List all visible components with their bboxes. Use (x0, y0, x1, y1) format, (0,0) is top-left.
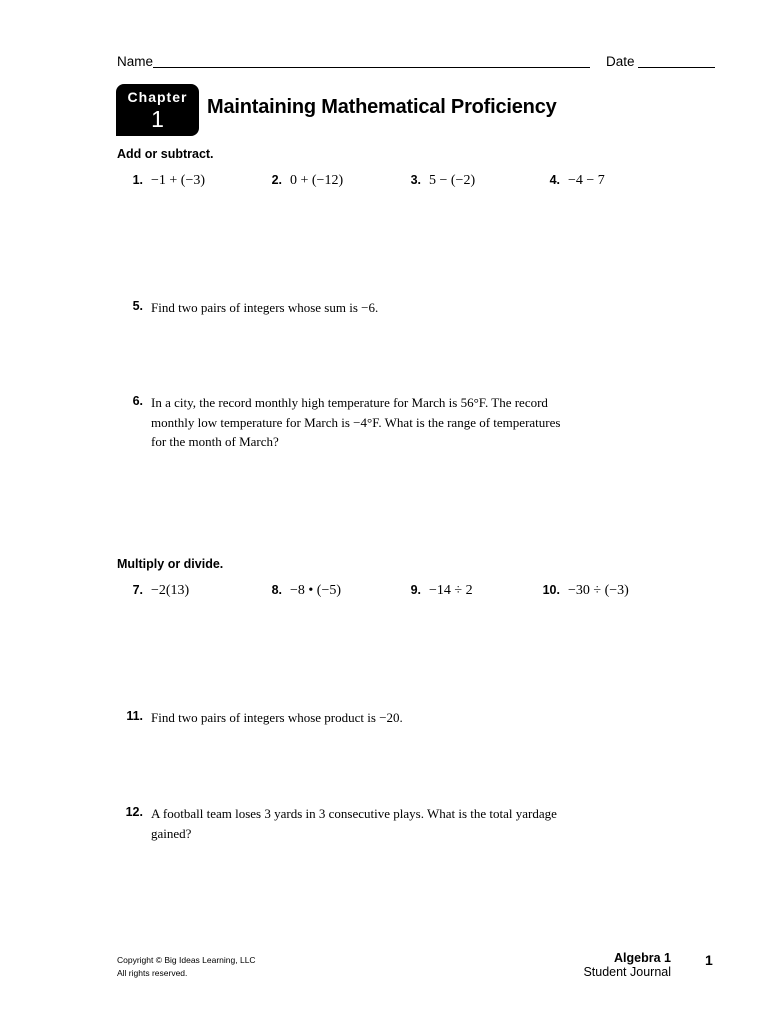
problem-5 (117, 298, 617, 318)
problem-11 (117, 708, 617, 728)
problem-text-line: monthly low temperature for March is −4°F. What is the range of temperatures (151, 414, 561, 430)
date-label: Date (606, 54, 635, 69)
footer-copyright (117, 954, 256, 980)
problem-number: 6. (132, 394, 143, 408)
chapter-number: 1 (151, 106, 164, 132)
book-name: Algebra 1 (614, 951, 671, 965)
problem-number: 1. (132, 173, 143, 187)
problem-number: 8. (271, 583, 282, 597)
problem-9 (395, 581, 473, 599)
problem-expression: −8 • (−5) (290, 583, 342, 598)
problem-number: 10. (542, 583, 560, 597)
problem-expression: −4 − 7 (568, 173, 605, 188)
problem-number: 12. (125, 805, 143, 819)
section-instruction-multiply-divide: Multiply or divide. (117, 557, 224, 571)
problem-expression: −2(13) (151, 583, 190, 598)
problem-text-line: A football team loses 3 yards in 3 consecutive plays. What is the total yardage (151, 806, 557, 821)
page-number: 1 (705, 952, 713, 968)
problem-expression: 0 + (−12) (290, 173, 344, 188)
problem-10 (534, 581, 629, 599)
problem-number: 7. (132, 583, 143, 597)
chapter-word: Chapter (127, 89, 188, 105)
problem-text-line: Find two pairs of integers whose product is −20. (151, 710, 403, 725)
problem-number: 2. (271, 173, 282, 187)
problem-expression: −30 ÷ (−3) (568, 583, 629, 598)
chapter-badge (116, 84, 199, 136)
problem-text-line: Find two pairs of integers whose sum is −6. (151, 300, 379, 315)
problem-expression: −1 + (−3) (151, 173, 206, 188)
problem-text-line: for the month of March? (151, 434, 279, 449)
footer-book-title (560, 951, 671, 979)
problem-2 (256, 171, 343, 189)
problem-text-line: In a city, the record monthly high temperature for March is 56°F. The record (151, 395, 548, 410)
name-label: Name (117, 54, 154, 69)
name-blank-line[interactable] (153, 54, 590, 68)
problem-4 (534, 171, 605, 189)
problem-number: 9. (410, 583, 421, 597)
problem-8 (256, 581, 341, 599)
copyright-line: Copyright © Big Ideas Learning, LLC (117, 955, 256, 965)
problem-number: 5. (132, 299, 143, 313)
problem-6 (117, 393, 637, 455)
problem-expression: 5 − (−2) (429, 173, 476, 188)
problem-3 (395, 171, 475, 189)
section-instruction-add-subtract: Add or subtract. (117, 147, 214, 161)
problem-12 (117, 804, 637, 846)
book-subtitle: Student Journal (583, 965, 671, 979)
rights-line: All rights reserved. (117, 968, 188, 978)
name-field[interactable] (117, 54, 590, 69)
date-field[interactable] (606, 54, 715, 69)
page-title: Maintaining Mathematical Proficiency (207, 96, 557, 118)
date-blank-line[interactable] (638, 54, 715, 68)
problem-1 (117, 171, 205, 189)
problem-7 (117, 581, 189, 599)
problem-number: 4. (549, 173, 560, 187)
problem-number: 3. (410, 173, 421, 187)
problem-number: 11. (126, 709, 143, 723)
problem-text-line: gained? (151, 825, 192, 841)
problem-expression: −14 ÷ 2 (429, 583, 473, 598)
